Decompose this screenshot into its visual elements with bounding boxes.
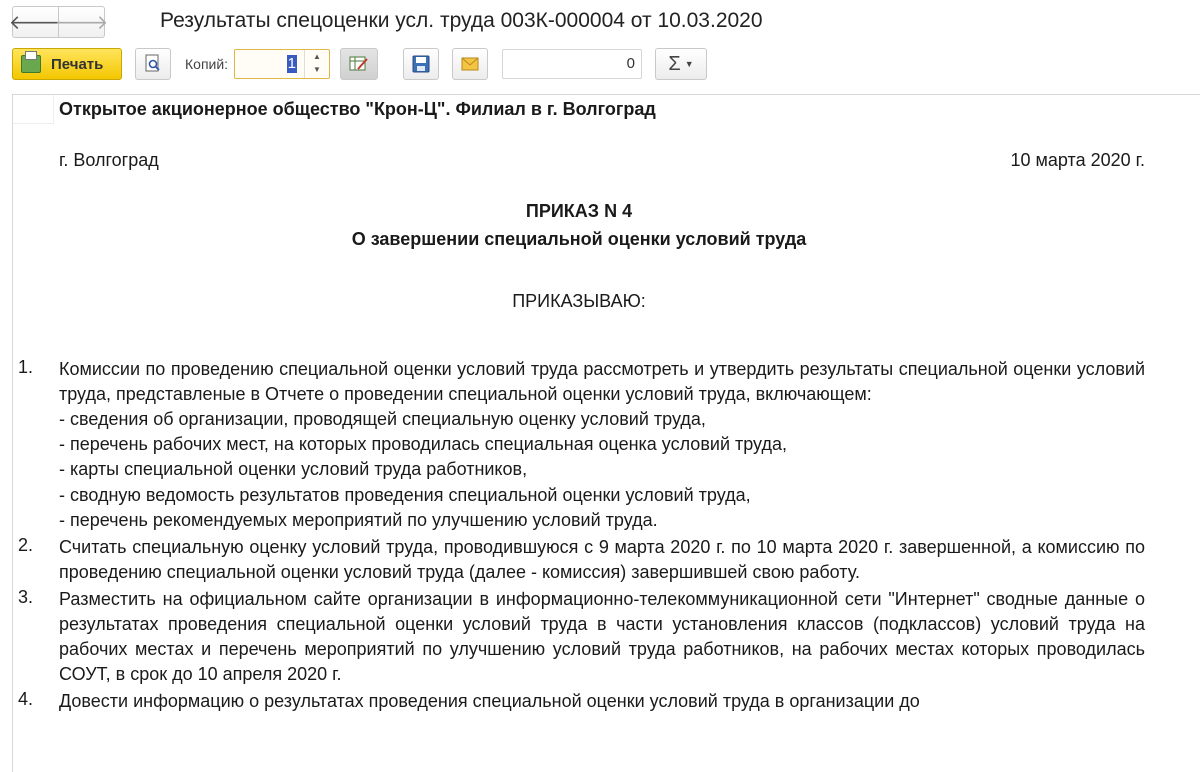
spreadsheet-document[interactable] [12,94,1200,772]
copies-value: 1 [287,55,296,72]
list-item [13,357,1145,533]
sub-item: - карты специальной оценки условий труда работников, [59,459,528,480]
copies-label: Копий: [185,56,229,72]
back-arrow-icon[interactable]: 🡐 [8,11,63,34]
document-city: г. Волгоград [59,150,159,170]
print-button-label: Печать [51,55,104,73]
sub-item: - сводную ведомость результатов проведения специальной оценки условий труда, [59,484,751,505]
order-items [13,357,1145,716]
floppy-disk-icon [412,55,430,73]
item-text: Комиссии по проведению специальной оценки условий труда рассмотреть и утвердить результаты специальной оценки условий труда, представленые в Отчете о проведении специальной оценки условий труда, включающем: [59,359,1145,404]
list-item [13,587,1145,687]
item-text: Разместить на официальном сайте организации в информационно-телекоммуникационной сети "Интернет" сводные данные о результатах проведения специальной оценки условий труда в части установления классов (подклассов) условий труда на рабочих местах и перечень мероприятий по улучшению условий труда работников, на рабочих местах которых проводилась СОУТ, в срок до 10 апреля 2020 г. [59,589,1145,685]
save-button[interactable] [403,48,439,80]
order-subtitle: О завершении специальной оценки условий труда [351,229,807,249]
sub-item: - перечень рабочих мест, на которых проводилась специальная оценка условий труда, [59,434,787,455]
table-edit-icon [349,55,369,73]
title-bar [0,0,1200,44]
document-date: 10 марта 2020 г. [1010,150,1145,170]
item-text: Считать специальную оценку условий труда, проводившуюся с 9 марта 2020 г. по 10 марта 2020 г. завершенной, а комиссию по проведению специальной оценки условий труда (далее - комиссия) завершившей свою работу. [59,537,1145,583]
print-button[interactable] [12,48,122,80]
copies-spinner[interactable]: ▲ ▼ [304,50,329,78]
item-text: Довести информацию о результатах проведения специальной оценки условий труда в организации до [59,691,920,712]
item-number: 2. [18,535,34,556]
sum-dropdown-button[interactable] [655,48,707,80]
list-item [13,535,1145,585]
sub-item: - перечень рекомендуемых мероприятий по улучшению условий труда. [59,509,658,530]
sub-item: - сведения об организации, проводящей специальную оценку условий труда, [59,409,706,429]
sum-field[interactable]: 0 [502,49,642,79]
navigation-buttons [8,6,109,38]
printer-icon [21,55,41,73]
copies-input[interactable] [234,49,330,79]
magnifier-page-icon [144,54,162,74]
forward-arrow-icon[interactable]: 🡒 [58,7,104,37]
list-item [13,689,1145,714]
send-email-button[interactable] [452,48,488,80]
item-number: 1. [18,357,34,377]
window-title: Результаты спецоценки усл. труда 003К-000004 от 10.03.2020 [160,9,763,32]
envelope-icon [461,57,479,71]
cell-corner [13,95,54,124]
edit-mode-button[interactable] [340,48,378,80]
order-command: ПРИКАЗЫВАЮ: [512,291,646,311]
organization-name: Открытое акционерное общество "Крон-Ц". Филиал в г. Волгоград [59,99,656,119]
order-title: ПРИКАЗ N 4 [525,201,633,221]
preview-button[interactable] [135,48,171,80]
sigma-icon: Σ [668,52,681,75]
toolbar [0,46,1200,84]
item-number: 4. [18,689,34,710]
item-number: 3. [18,587,34,608]
chevron-down-icon: ▼ [684,59,694,69]
